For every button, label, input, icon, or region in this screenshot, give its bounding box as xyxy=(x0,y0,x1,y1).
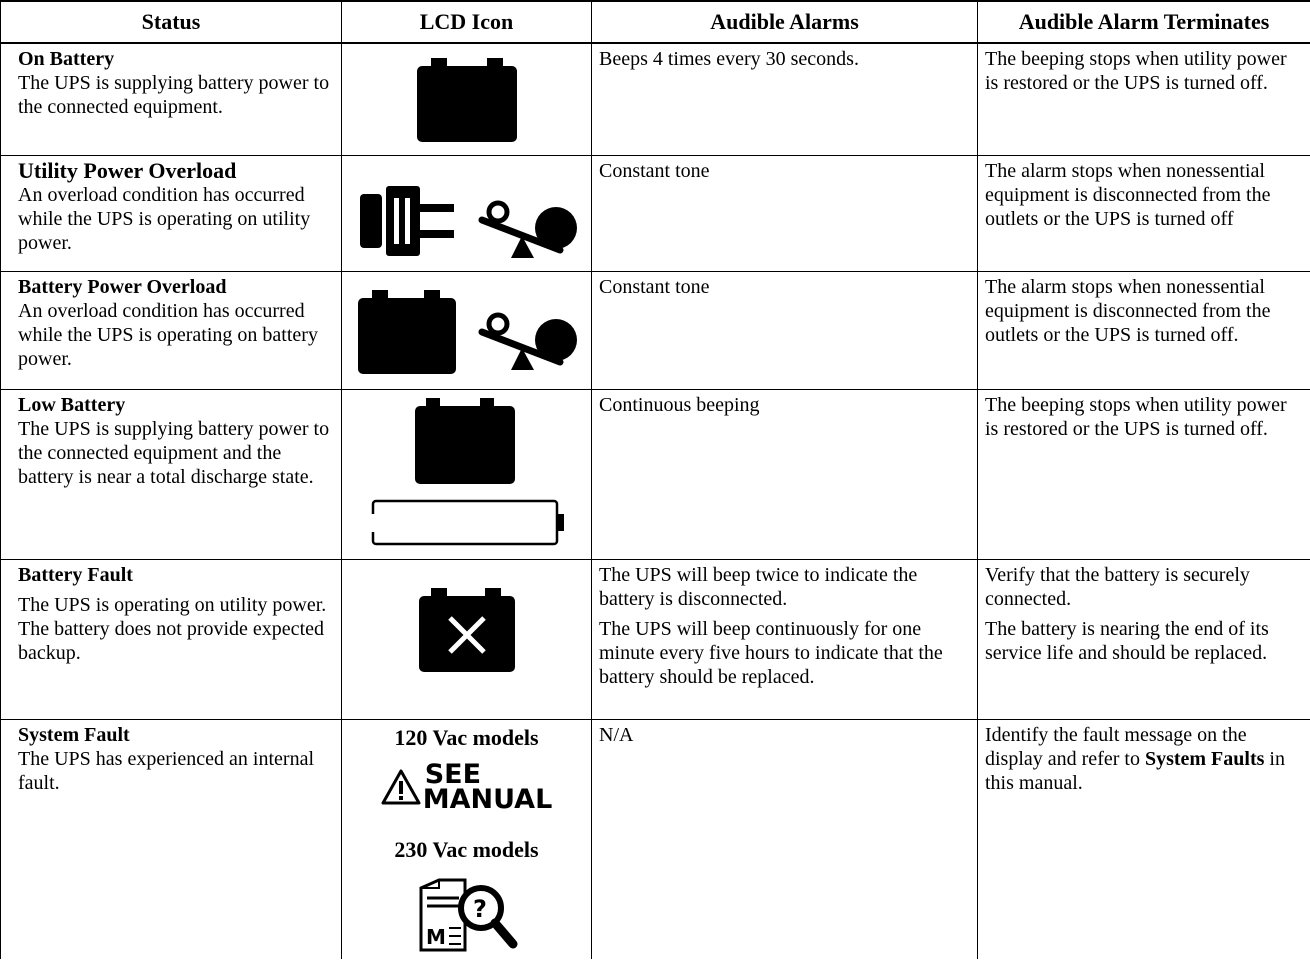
lcd-icon-cell xyxy=(342,389,592,559)
status-description: The UPS is operating on utility power. The battery does not provide expected backup. xyxy=(18,593,327,664)
terminates-text: The alarm stops when nonessential equipment is disconnected from the outlets or the UPS is turned off xyxy=(985,159,1271,230)
status-title: Utility Power Overload xyxy=(18,157,237,183)
status-title: Battery Fault xyxy=(18,563,133,586)
terminates-text: The beeping stops when utility power is restored or the UPS is turned off. xyxy=(985,393,1287,440)
table-row xyxy=(1,719,1310,959)
model-label-120: 120 Vac models xyxy=(394,724,539,750)
lcd-icon-cell xyxy=(342,155,592,271)
status-cell xyxy=(1,719,342,959)
svg-text:?: ? xyxy=(472,894,487,923)
lcd-icon-cell xyxy=(342,43,592,155)
header-status: Status xyxy=(1,1,342,43)
low-battery-icon xyxy=(342,396,591,548)
battery-icon xyxy=(342,58,591,144)
terminates-cell xyxy=(978,43,1310,155)
status-title: System Fault xyxy=(18,723,130,746)
alarm-cell xyxy=(592,271,978,389)
status-title: Battery Power Overload xyxy=(18,275,227,298)
table-row xyxy=(1,155,1310,271)
alarm-cell xyxy=(592,559,978,719)
alarm-text: Continuous beeping xyxy=(599,393,760,416)
terminates-cell xyxy=(978,559,1310,719)
plug-overload-icon xyxy=(342,180,591,260)
status-description: An overload condition has occurred while the UPS is operating on battery power. xyxy=(18,299,318,370)
see-manual-icon xyxy=(342,760,591,814)
status-title: On Battery xyxy=(18,48,115,70)
terminates-text: Verify that the battery is securely connected. xyxy=(985,563,1250,610)
table-row xyxy=(1,271,1310,389)
battery-overload-icon xyxy=(342,290,591,376)
header-alarm-terminates: Audible Alarm Terminates xyxy=(978,1,1310,43)
terminates-cell xyxy=(978,271,1310,389)
table-row xyxy=(1,43,1310,155)
alarm-text: Constant tone xyxy=(599,159,710,182)
status-description: The UPS is supplying battery power to the connected equipment and the battery is near a total discharge state. xyxy=(18,417,330,488)
status-cell xyxy=(1,43,342,155)
terminates-text: The alarm stops when nonessential equipment is disconnected from the outlets or the UPS is turned off. xyxy=(985,275,1271,346)
status-cell xyxy=(1,559,342,719)
lcd-icon-cell xyxy=(342,719,592,959)
alarm-cell xyxy=(592,719,978,959)
alarm-text: The UPS will beep twice to indicate the battery is disconnected. xyxy=(599,563,918,610)
alarm-text: The UPS will beep continuously for one minute every five hours to indicate that the battery should be replaced. xyxy=(599,617,943,688)
terminates-text: The battery is nearing the end of its service life and should be replaced. xyxy=(985,617,1269,664)
warning-triangle-icon xyxy=(381,769,421,805)
header-audible-alarms: Audible Alarms xyxy=(592,1,978,43)
lcd-icon-cell xyxy=(342,559,592,719)
status-description: The UPS has experienced an internal fault. xyxy=(18,747,315,794)
lcd-icon-cell xyxy=(342,271,592,389)
table-header-row xyxy=(1,1,1310,43)
status-cell xyxy=(1,389,342,559)
alarm-text: N/A xyxy=(599,723,634,746)
alarm-cell xyxy=(592,389,978,559)
status-cell xyxy=(1,155,342,271)
status-description: An overload condition has occurred while the UPS is operating on utility power. xyxy=(18,183,311,254)
manual-letter: M xyxy=(425,924,446,949)
table-row xyxy=(1,389,1310,559)
system-faults-reference: System Faults xyxy=(1144,747,1265,770)
header-lcd-icon: LCD Icon xyxy=(342,1,592,43)
model-label-230: 230 Vac models xyxy=(394,836,539,862)
table-row xyxy=(1,559,1310,719)
see-label: SEE xyxy=(424,758,482,790)
terminates-text-post: in this manual. xyxy=(985,747,1285,794)
status-description: The UPS is supplying battery power to the connected equipment. xyxy=(18,72,330,118)
manual-label: MANUAL xyxy=(422,783,553,815)
terminates-cell xyxy=(978,389,1310,559)
alarm-cell xyxy=(592,43,978,155)
terminates-cell xyxy=(978,155,1310,271)
alarm-text: Constant tone xyxy=(599,275,710,298)
battery-fault-icon xyxy=(342,588,591,674)
terminates-cell xyxy=(978,719,1310,959)
status-title: Low Battery xyxy=(18,393,126,416)
status-cell xyxy=(1,271,342,389)
alarm-cell xyxy=(592,155,978,271)
manual-search-icon xyxy=(342,878,591,952)
alarm-text: Beeps 4 times every 30 seconds. xyxy=(599,48,859,70)
terminates-text: The beeping stops when utility power is restored or the UPS is turned off. xyxy=(985,48,1287,94)
terminates-text-pre: Identify the fault message on the display and refer to xyxy=(985,723,1247,770)
